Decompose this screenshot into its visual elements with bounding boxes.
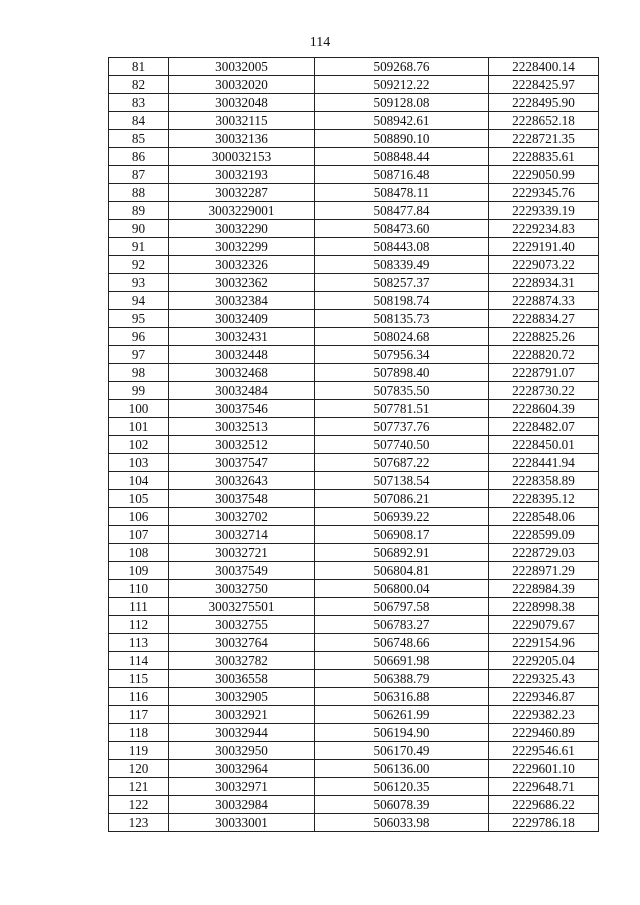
point-number-cell: 112 <box>109 616 169 634</box>
x-coordinate-cell: 506691.98 <box>315 652 489 670</box>
x-coordinate-cell: 507086.21 <box>315 490 489 508</box>
point-number-cell: 111 <box>109 598 169 616</box>
x-coordinate-cell: 506078.39 <box>315 796 489 814</box>
y-coordinate-cell: 2229382.23 <box>489 706 599 724</box>
point-number-cell: 83 <box>109 94 169 112</box>
y-coordinate-cell: 2229686.22 <box>489 796 599 814</box>
x-coordinate-cell: 506120.35 <box>315 778 489 796</box>
x-coordinate-cell: 508716.48 <box>315 166 489 184</box>
y-coordinate-cell: 2229601.10 <box>489 760 599 778</box>
y-coordinate-cell: 2228934.31 <box>489 274 599 292</box>
table-row <box>109 256 599 274</box>
y-coordinate-cell: 2228834.27 <box>489 310 599 328</box>
point-id-cell: 30032964 <box>169 760 315 778</box>
y-coordinate-cell: 2229345.76 <box>489 184 599 202</box>
y-coordinate-cell: 2228729.03 <box>489 544 599 562</box>
x-coordinate-cell: 506939.22 <box>315 508 489 526</box>
point-number-cell: 113 <box>109 634 169 652</box>
x-coordinate-cell: 507687.22 <box>315 454 489 472</box>
table-row <box>109 364 599 382</box>
x-coordinate-cell: 507898.40 <box>315 364 489 382</box>
point-number-cell: 95 <box>109 310 169 328</box>
y-coordinate-cell: 2229786.18 <box>489 814 599 832</box>
point-id-cell: 30037546 <box>169 400 315 418</box>
point-number-cell: 109 <box>109 562 169 580</box>
table-row <box>109 814 599 832</box>
point-number-cell: 122 <box>109 796 169 814</box>
point-number-cell: 97 <box>109 346 169 364</box>
point-number-cell: 94 <box>109 292 169 310</box>
point-number-cell: 108 <box>109 544 169 562</box>
x-coordinate-cell: 506136.00 <box>315 760 489 778</box>
point-id-cell: 300032153 <box>169 148 315 166</box>
y-coordinate-cell: 2228730.22 <box>489 382 599 400</box>
table-row <box>109 346 599 364</box>
point-number-cell: 85 <box>109 130 169 148</box>
point-number-cell: 121 <box>109 778 169 796</box>
y-coordinate-cell: 2228450.01 <box>489 436 599 454</box>
table-row <box>109 328 599 346</box>
point-id-cell: 30032513 <box>169 418 315 436</box>
table-row <box>109 724 599 742</box>
point-id-cell: 30032950 <box>169 742 315 760</box>
point-number-cell: 114 <box>109 652 169 670</box>
y-coordinate-cell: 2228971.29 <box>489 562 599 580</box>
point-number-cell: 107 <box>109 526 169 544</box>
y-coordinate-cell: 2228395.12 <box>489 490 599 508</box>
point-number-cell: 101 <box>109 418 169 436</box>
point-number-cell: 119 <box>109 742 169 760</box>
x-coordinate-cell: 506908.17 <box>315 526 489 544</box>
table-row <box>109 184 599 202</box>
point-id-cell: 30032290 <box>169 220 315 238</box>
x-coordinate-cell: 508257.37 <box>315 274 489 292</box>
point-number-cell: 92 <box>109 256 169 274</box>
x-coordinate-cell: 507138.54 <box>315 472 489 490</box>
point-number-cell: 82 <box>109 76 169 94</box>
x-coordinate-cell: 506783.27 <box>315 616 489 634</box>
point-number-cell: 89 <box>109 202 169 220</box>
y-coordinate-cell: 2229339.19 <box>489 202 599 220</box>
table-row <box>109 616 599 634</box>
x-coordinate-cell: 507835.50 <box>315 382 489 400</box>
point-id-cell: 3003275501 <box>169 598 315 616</box>
point-id-cell: 30037549 <box>169 562 315 580</box>
y-coordinate-cell: 2228548.06 <box>489 508 599 526</box>
table-row <box>109 292 599 310</box>
point-number-cell: 96 <box>109 328 169 346</box>
table-row <box>109 580 599 598</box>
y-coordinate-cell: 2228874.33 <box>489 292 599 310</box>
y-coordinate-cell: 2228358.89 <box>489 472 599 490</box>
table-row <box>109 742 599 760</box>
table-row <box>109 418 599 436</box>
x-coordinate-cell: 508477.84 <box>315 202 489 220</box>
y-coordinate-cell: 2228400.14 <box>489 58 599 76</box>
point-number-cell: 102 <box>109 436 169 454</box>
table-row <box>109 544 599 562</box>
table-row <box>109 634 599 652</box>
point-number-cell: 123 <box>109 814 169 832</box>
y-coordinate-cell: 2228482.07 <box>489 418 599 436</box>
x-coordinate-cell: 506316.88 <box>315 688 489 706</box>
point-number-cell: 100 <box>109 400 169 418</box>
x-coordinate-cell: 509268.76 <box>315 58 489 76</box>
point-number-cell: 90 <box>109 220 169 238</box>
point-number-cell: 98 <box>109 364 169 382</box>
point-id-cell: 30032944 <box>169 724 315 742</box>
y-coordinate-cell: 2229079.67 <box>489 616 599 634</box>
x-coordinate-cell: 509128.08 <box>315 94 489 112</box>
point-number-cell: 118 <box>109 724 169 742</box>
point-number-cell: 93 <box>109 274 169 292</box>
y-coordinate-cell: 2228425.97 <box>489 76 599 94</box>
table-row <box>109 58 599 76</box>
point-id-cell: 30032384 <box>169 292 315 310</box>
point-number-cell: 120 <box>109 760 169 778</box>
y-coordinate-cell: 2228604.39 <box>489 400 599 418</box>
point-id-cell: 30033001 <box>169 814 315 832</box>
point-number-cell: 105 <box>109 490 169 508</box>
x-coordinate-cell: 507740.50 <box>315 436 489 454</box>
point-number-cell: 84 <box>109 112 169 130</box>
x-coordinate-cell: 506261.99 <box>315 706 489 724</box>
point-id-cell: 30032921 <box>169 706 315 724</box>
point-id-cell: 30037548 <box>169 490 315 508</box>
y-coordinate-cell: 2228820.72 <box>489 346 599 364</box>
table-row <box>109 202 599 220</box>
x-coordinate-cell: 508443.08 <box>315 238 489 256</box>
x-coordinate-cell: 506804.81 <box>315 562 489 580</box>
point-id-cell: 30032764 <box>169 634 315 652</box>
point-id-cell: 30032484 <box>169 382 315 400</box>
x-coordinate-cell: 506170.49 <box>315 742 489 760</box>
point-id-cell: 30032971 <box>169 778 315 796</box>
x-coordinate-cell: 508478.11 <box>315 184 489 202</box>
y-coordinate-cell: 2228835.61 <box>489 148 599 166</box>
x-coordinate-cell: 508135.73 <box>315 310 489 328</box>
y-coordinate-cell: 2229154.96 <box>489 634 599 652</box>
point-id-cell: 30032468 <box>169 364 315 382</box>
point-id-cell: 30032299 <box>169 238 315 256</box>
x-coordinate-cell: 508198.74 <box>315 292 489 310</box>
y-coordinate-cell: 2229205.04 <box>489 652 599 670</box>
y-coordinate-cell: 2228998.38 <box>489 598 599 616</box>
y-coordinate-cell: 2229648.71 <box>489 778 599 796</box>
table-row <box>109 706 599 724</box>
y-coordinate-cell: 2228599.09 <box>489 526 599 544</box>
coordinates-table-body <box>109 58 599 832</box>
y-coordinate-cell: 2229191.40 <box>489 238 599 256</box>
y-coordinate-cell: 2228721.35 <box>489 130 599 148</box>
point-id-cell: 30032048 <box>169 94 315 112</box>
y-coordinate-cell: 2229460.89 <box>489 724 599 742</box>
x-coordinate-cell: 506797.58 <box>315 598 489 616</box>
x-coordinate-cell: 506033.98 <box>315 814 489 832</box>
table-row <box>109 94 599 112</box>
point-id-cell: 3003229001 <box>169 202 315 220</box>
point-number-cell: 88 <box>109 184 169 202</box>
table-row <box>109 400 599 418</box>
point-number-cell: 104 <box>109 472 169 490</box>
point-number-cell: 87 <box>109 166 169 184</box>
point-number-cell: 86 <box>109 148 169 166</box>
y-coordinate-cell: 2228791.07 <box>489 364 599 382</box>
y-coordinate-cell: 2228825.26 <box>489 328 599 346</box>
table-row <box>109 652 599 670</box>
table-row <box>109 526 599 544</box>
x-coordinate-cell: 508339.49 <box>315 256 489 274</box>
page-number: 114 <box>309 35 331 50</box>
table-row <box>109 472 599 490</box>
y-coordinate-cell: 2229073.22 <box>489 256 599 274</box>
point-number-cell: 117 <box>109 706 169 724</box>
point-id-cell: 30032448 <box>169 346 315 364</box>
point-number-cell: 91 <box>109 238 169 256</box>
table-row <box>109 796 599 814</box>
x-coordinate-cell: 508890.10 <box>315 130 489 148</box>
table-row <box>109 760 599 778</box>
table-row <box>109 508 599 526</box>
point-id-cell: 30032005 <box>169 58 315 76</box>
y-coordinate-cell: 2228441.94 <box>489 454 599 472</box>
point-id-cell: 30032193 <box>169 166 315 184</box>
table-row <box>109 490 599 508</box>
point-id-cell: 30032721 <box>169 544 315 562</box>
point-id-cell: 30032287 <box>169 184 315 202</box>
point-id-cell: 30032755 <box>169 616 315 634</box>
point-number-cell: 81 <box>109 58 169 76</box>
x-coordinate-cell: 508024.68 <box>315 328 489 346</box>
x-coordinate-cell: 506194.90 <box>315 724 489 742</box>
x-coordinate-cell: 508848.44 <box>315 148 489 166</box>
y-coordinate-cell: 2229234.83 <box>489 220 599 238</box>
table-row <box>109 76 599 94</box>
point-id-cell: 30032020 <box>169 76 315 94</box>
point-id-cell: 30037547 <box>169 454 315 472</box>
table-row <box>109 562 599 580</box>
point-id-cell: 30032362 <box>169 274 315 292</box>
point-id-cell: 30032326 <box>169 256 315 274</box>
table-row <box>109 454 599 472</box>
point-number-cell: 103 <box>109 454 169 472</box>
point-id-cell: 30032905 <box>169 688 315 706</box>
table-row <box>109 112 599 130</box>
table-row <box>109 382 599 400</box>
point-id-cell: 30036558 <box>169 670 315 688</box>
table-row <box>109 598 599 616</box>
x-coordinate-cell: 508942.61 <box>315 112 489 130</box>
point-id-cell: 30032750 <box>169 580 315 598</box>
y-coordinate-cell: 2228984.39 <box>489 580 599 598</box>
coordinates-table <box>108 57 599 832</box>
point-number-cell: 115 <box>109 670 169 688</box>
point-id-cell: 30032984 <box>169 796 315 814</box>
x-coordinate-cell: 507956.34 <box>315 346 489 364</box>
table-row <box>109 310 599 328</box>
x-coordinate-cell: 509212.22 <box>315 76 489 94</box>
table-row <box>109 778 599 796</box>
x-coordinate-cell: 507737.76 <box>315 418 489 436</box>
point-id-cell: 30032136 <box>169 130 315 148</box>
x-coordinate-cell: 506748.66 <box>315 634 489 652</box>
table-row <box>109 220 599 238</box>
y-coordinate-cell: 2229546.61 <box>489 742 599 760</box>
table-row <box>109 436 599 454</box>
table-row <box>109 148 599 166</box>
x-coordinate-cell: 506388.79 <box>315 670 489 688</box>
point-id-cell: 30032702 <box>169 508 315 526</box>
table-row <box>109 688 599 706</box>
y-coordinate-cell: 2228652.18 <box>489 112 599 130</box>
table-row <box>109 670 599 688</box>
point-number-cell: 110 <box>109 580 169 598</box>
y-coordinate-cell: 2229325.43 <box>489 670 599 688</box>
y-coordinate-cell: 2229346.87 <box>489 688 599 706</box>
y-coordinate-cell: 2229050.99 <box>489 166 599 184</box>
point-number-cell: 106 <box>109 508 169 526</box>
point-id-cell: 30032431 <box>169 328 315 346</box>
point-id-cell: 30032643 <box>169 472 315 490</box>
table-row <box>109 130 599 148</box>
point-number-cell: 99 <box>109 382 169 400</box>
table-row <box>109 238 599 256</box>
point-id-cell: 30032782 <box>169 652 315 670</box>
table-row <box>109 166 599 184</box>
x-coordinate-cell: 507781.51 <box>315 400 489 418</box>
point-id-cell: 30032714 <box>169 526 315 544</box>
point-id-cell: 30032512 <box>169 436 315 454</box>
y-coordinate-cell: 2228495.90 <box>489 94 599 112</box>
point-id-cell: 30032115 <box>169 112 315 130</box>
x-coordinate-cell: 508473.60 <box>315 220 489 238</box>
x-coordinate-cell: 506800.04 <box>315 580 489 598</box>
x-coordinate-cell: 506892.91 <box>315 544 489 562</box>
table-row <box>109 274 599 292</box>
point-number-cell: 116 <box>109 688 169 706</box>
point-id-cell: 30032409 <box>169 310 315 328</box>
